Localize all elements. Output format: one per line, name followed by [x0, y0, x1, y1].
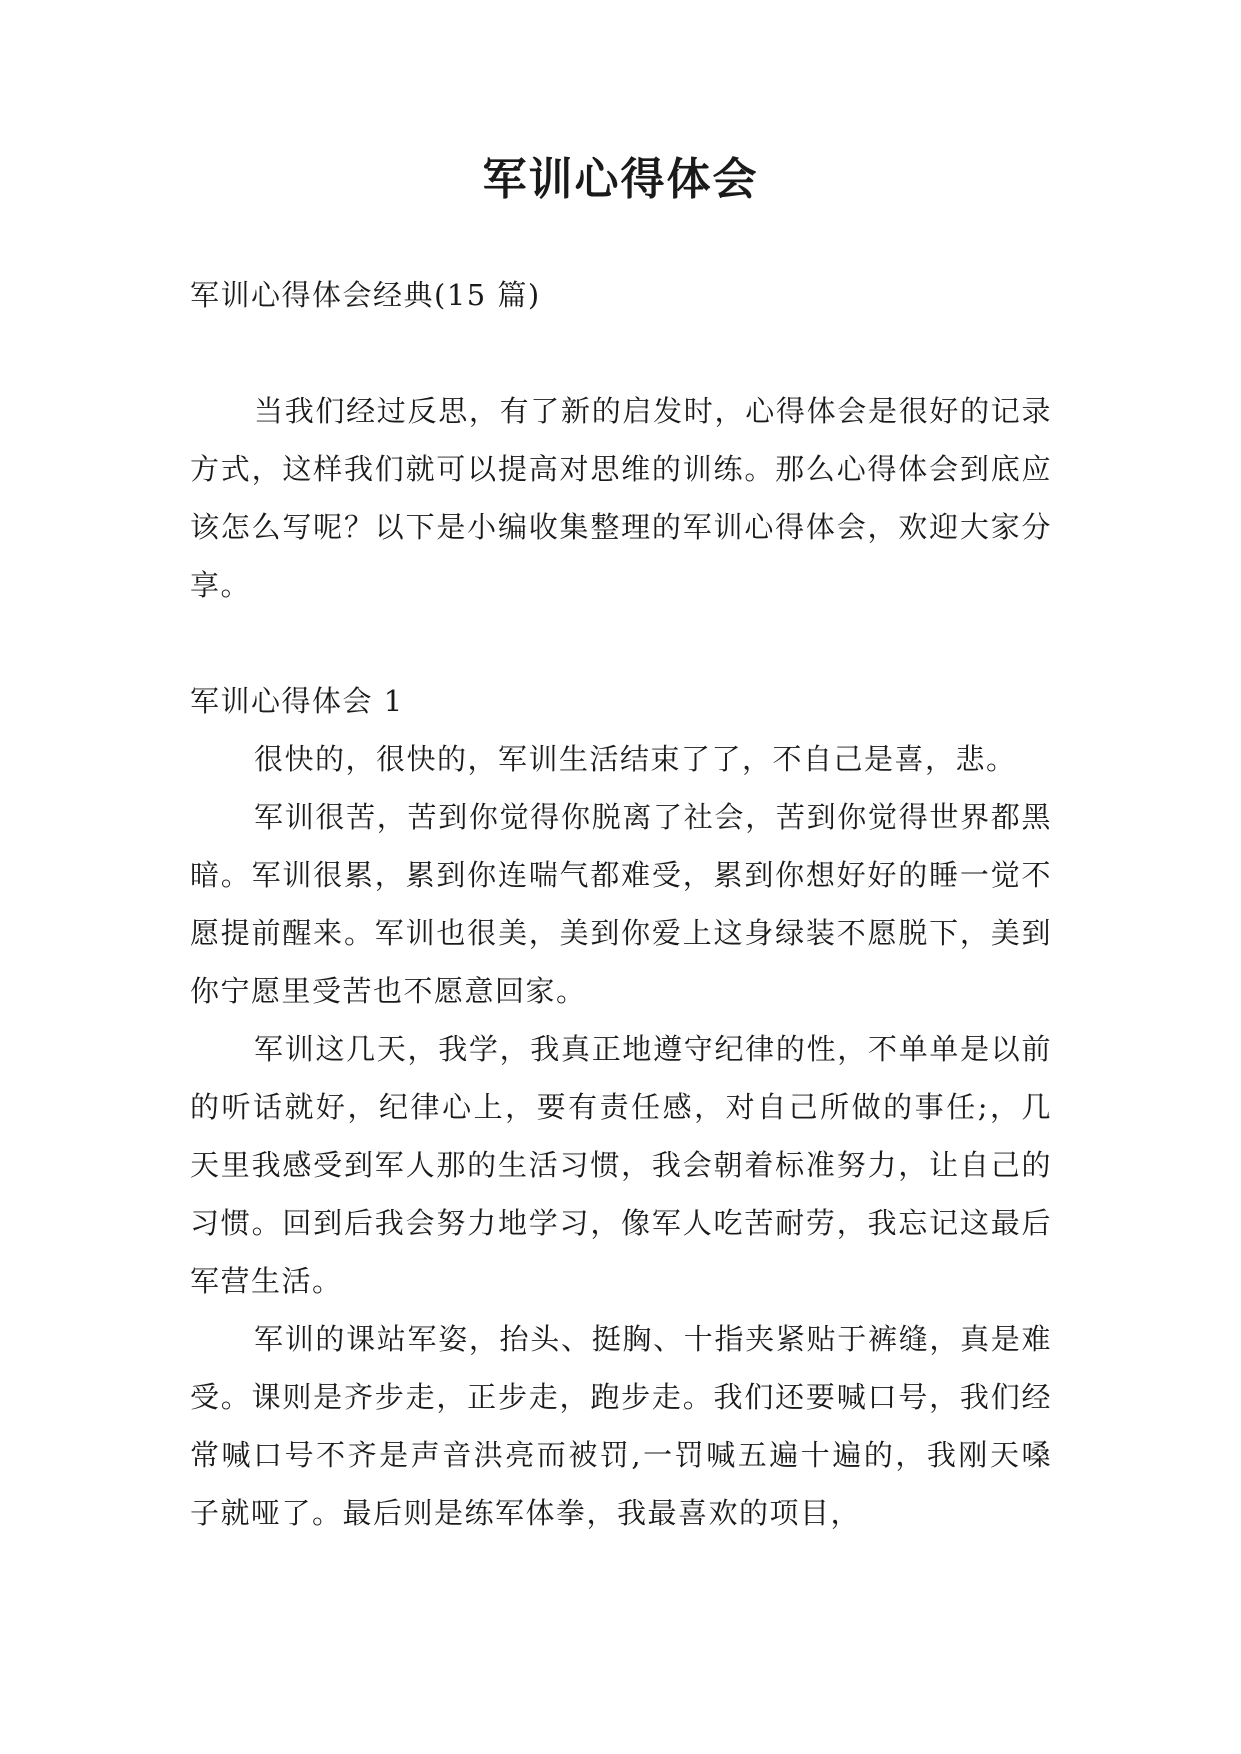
body-paragraph: 军训的课站军姿，抬头、挺胸、十指夹紧贴于裤缝，真是难受。课则是齐步走，正步走，跑步走。我们还要喊口号，我们经常喊口号不齐是声音洪亮而被罚,一罚喊五遍十遍的，我刚天嗓子就哑了。最后则是练军体拳，我最喜欢的项目， — [190, 1322, 1052, 1530]
document-body — [190, 266, 1052, 1542]
body-paragraph: 很快的，很快的，军训生活结束了了，不自己是喜，悲。 — [254, 742, 1017, 776]
document-title: 军训心得体会 — [482, 154, 759, 205]
intro-paragraph: 当我们经过反思，有了新的启发时，心得体会是很好的记录方式，这样我们就可以提高对思维的训练。那么心得体会到底应该怎么写呢？以下是小编收集整理的军训心得体会，欢迎大家分享。 — [190, 394, 1052, 602]
section-heading: 军训心得体会 1 — [190, 684, 404, 718]
body-paragraph: 军训很苦，苦到你觉得你脱离了社会，苦到你觉得世界都黑暗。军训很累，累到你连喘气都难受，累到你想好好的睡一觉不愿提前醒来。军训也很美，美到你爱上这身绿装不愿脱下，美到你宁愿里受苦也不愿意回家。 — [190, 800, 1052, 1008]
body-paragraph: 军训这几天，我学，我真正地遵守纪律的性，不单单是以前的听话就好，纪律心上，要有责任感，对自己所做的事任;，几天里我感受到军人那的生活习惯，我会朝着标准努力，让自己的习惯。回到后我会努力地学习，像军人吃苦耐劳，我忘记这最后军营生活。 — [190, 1032, 1052, 1298]
document-subtitle: 军训心得体会经典(15 篇) — [190, 278, 541, 312]
